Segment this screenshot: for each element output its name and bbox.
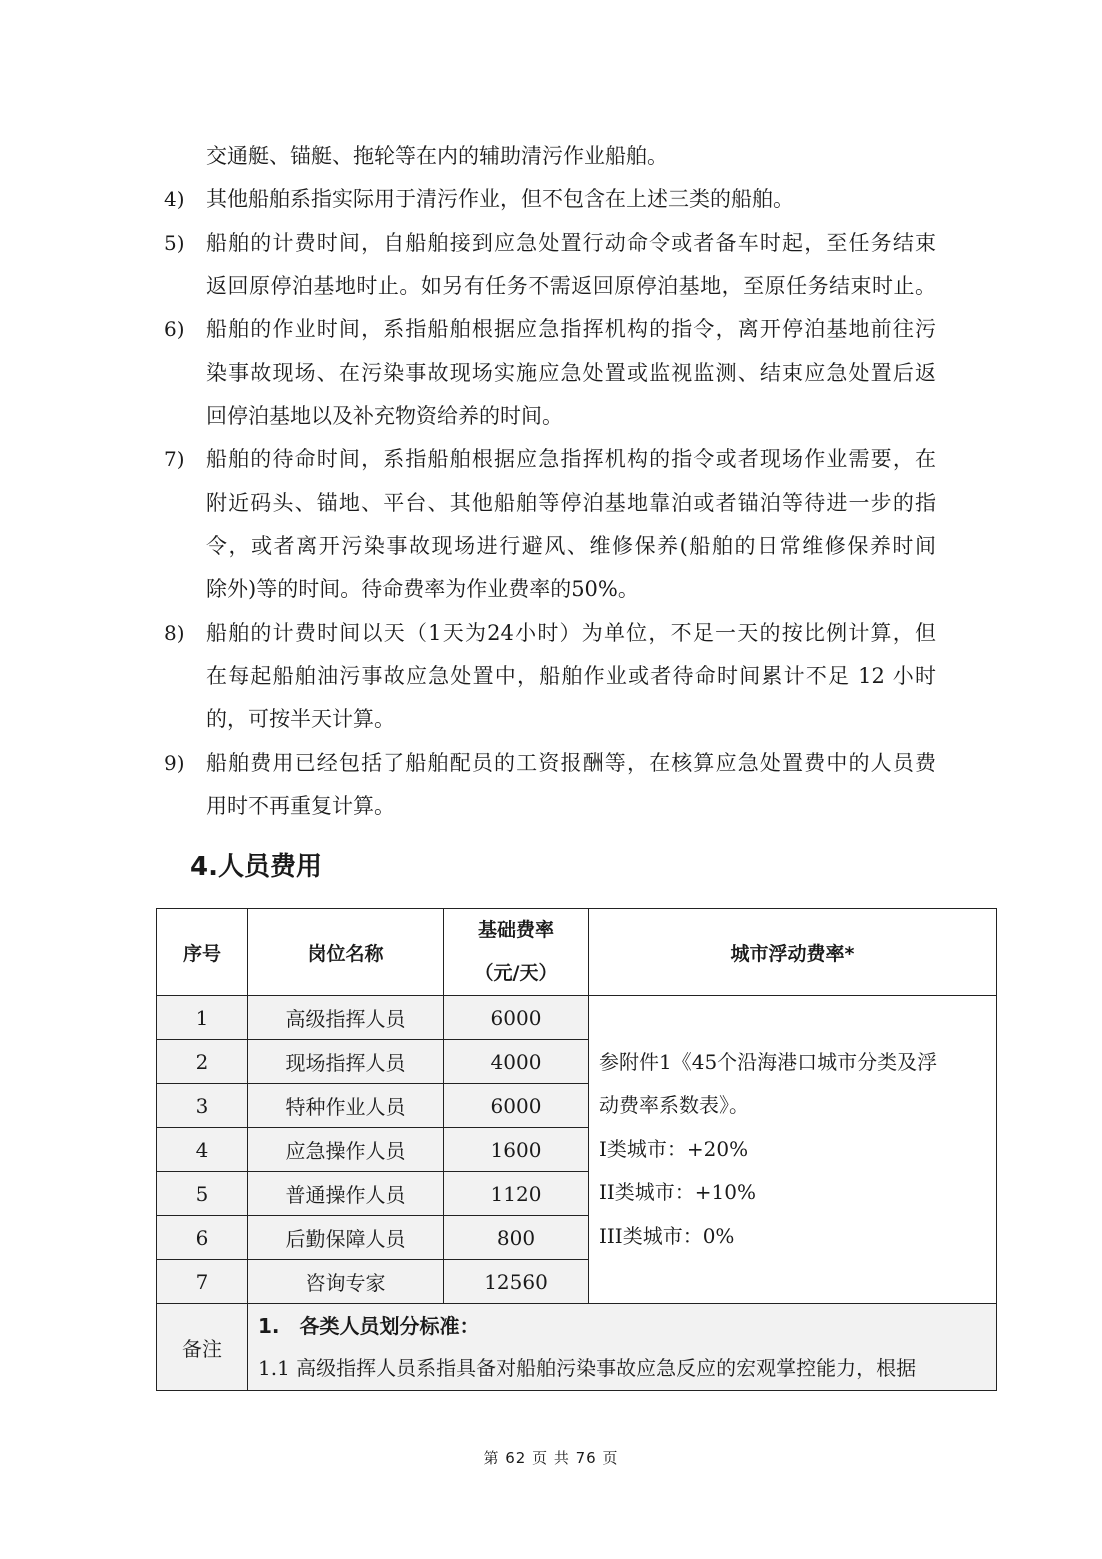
cell-seq: 4 bbox=[157, 1128, 248, 1172]
item-line: 用时不再重复计算。 bbox=[206, 794, 395, 818]
cell-rate: 1600 bbox=[444, 1128, 589, 1172]
item-line: 染事故现场、在污染事故现场实施应急处置或监视监测、结束应急处置后返 bbox=[206, 361, 936, 385]
item-number: 4) bbox=[164, 187, 185, 211]
page-footer: 第 62 页 共 76 页 bbox=[483, 1449, 619, 1467]
item-line: 令，或者离开污染事故现场进行避风、维修保养(船舶的日常维修保养时间 bbox=[206, 534, 936, 558]
cell-position: 后勤保障人员 bbox=[248, 1216, 444, 1260]
personnel-fee-table bbox=[156, 908, 997, 1391]
cell-seq: 1 bbox=[157, 996, 248, 1040]
item-line: 附近码头、锚地、平台、其他船舶等停泊基地靠泊或者锚泊等待进一步的指 bbox=[206, 491, 936, 515]
item-line: 其他船舶系指实际用于清污作业，但不包含在上述三类的船舶。 bbox=[206, 187, 794, 211]
cell-position: 普通操作人员 bbox=[248, 1172, 444, 1216]
table-header-row bbox=[157, 909, 997, 996]
item-line: 船舶的待命时间，系指船舶根据应急指挥机构的指令或者现场作业需要，在 bbox=[206, 447, 936, 471]
header-base-rate bbox=[444, 909, 589, 996]
item-line: 除外)等的时间。待命费率为作业费率的50%。 bbox=[206, 577, 639, 601]
cell-city-float-rate bbox=[589, 996, 997, 1304]
header-base-rate-line2: （元/天） bbox=[474, 962, 558, 984]
item-line: 船舶的作业时间，系指船舶根据应急指挥机构的指令，离开停泊基地前往污 bbox=[206, 317, 936, 341]
cell-rate: 1120 bbox=[444, 1172, 589, 1216]
float-rate-line: 动费率系数表》。 bbox=[599, 1093, 749, 1118]
cell-seq: 3 bbox=[157, 1084, 248, 1128]
item-number: 5) bbox=[164, 231, 185, 255]
item-number: 6) bbox=[164, 317, 185, 341]
cell-rate: 6000 bbox=[444, 996, 589, 1040]
table-row bbox=[157, 996, 997, 1040]
continuation-line: 交通艇、锚艇、拖轮等在内的辅助清污作业船舶。 bbox=[206, 144, 668, 168]
item-line: 在每起船舶油污事故应急处置中，船舶作业或者待命时间累计不足 12 小时 bbox=[206, 664, 936, 688]
cell-seq: 6 bbox=[157, 1216, 248, 1260]
cell-position: 现场指挥人员 bbox=[248, 1040, 444, 1084]
note-title: 1. 各类人员划分标准： bbox=[258, 1314, 480, 1338]
item-line: 回停泊基地以及补充物资给养的时间。 bbox=[206, 404, 563, 428]
item-line: 船舶的计费时间以天（1天为24小时）为单位，不足一天的按比例计算，但 bbox=[206, 621, 936, 645]
float-rate-line: I类城市：+20% bbox=[599, 1136, 749, 1161]
cell-seq: 2 bbox=[157, 1040, 248, 1084]
cell-rate: 800 bbox=[444, 1216, 589, 1260]
cell-seq: 7 bbox=[157, 1260, 248, 1304]
cell-rate: 6000 bbox=[444, 1084, 589, 1128]
float-rate-line: 参附件1《45个沿海港口城市分类及浮 bbox=[599, 1049, 938, 1074]
header-city-float-rate: 城市浮动费率* bbox=[589, 909, 997, 996]
item-line: 船舶的计费时间，自船舶接到应急处置行动命令或者备车时起，至任务结束 bbox=[206, 231, 936, 255]
cell-position: 高级指挥人员 bbox=[248, 996, 444, 1040]
item-line: 返回原停泊基地时止。如另有任务不需返回原停泊基地，至原任务结束时止。 bbox=[206, 274, 936, 298]
cell-position: 应急操作人员 bbox=[248, 1128, 444, 1172]
item-line: 船舶费用已经包括了船舶配员的工资报酬等，在核算应急处置费中的人员费 bbox=[206, 751, 936, 775]
table-note-row bbox=[157, 1304, 997, 1391]
item-line: 的，可按半天计算。 bbox=[206, 707, 395, 731]
item-number: 7) bbox=[164, 447, 185, 471]
cell-rate: 4000 bbox=[444, 1040, 589, 1084]
cell-position: 特种作业人员 bbox=[248, 1084, 444, 1128]
cell-position: 咨询专家 bbox=[248, 1260, 444, 1304]
header-position: 岗位名称 bbox=[248, 909, 444, 996]
float-rate-line: III类城市：0% bbox=[599, 1223, 735, 1248]
header-seq: 序号 bbox=[157, 909, 248, 996]
item-number: 9) bbox=[164, 751, 185, 775]
note-content bbox=[248, 1304, 997, 1391]
section-heading: 4.人员费用 bbox=[190, 852, 322, 882]
cell-rate: 12560 bbox=[444, 1260, 589, 1304]
note-line: 1.1 高级指挥人员系指具备对船舶污染事故应急反应的宏观掌控能力，根据 bbox=[258, 1356, 917, 1380]
note-label: 备注 bbox=[157, 1304, 248, 1391]
item-number: 8) bbox=[164, 621, 185, 645]
float-rate-line: II类城市：+10% bbox=[599, 1180, 757, 1205]
cell-seq: 5 bbox=[157, 1172, 248, 1216]
header-base-rate-line1: 基础费率 bbox=[477, 919, 554, 941]
